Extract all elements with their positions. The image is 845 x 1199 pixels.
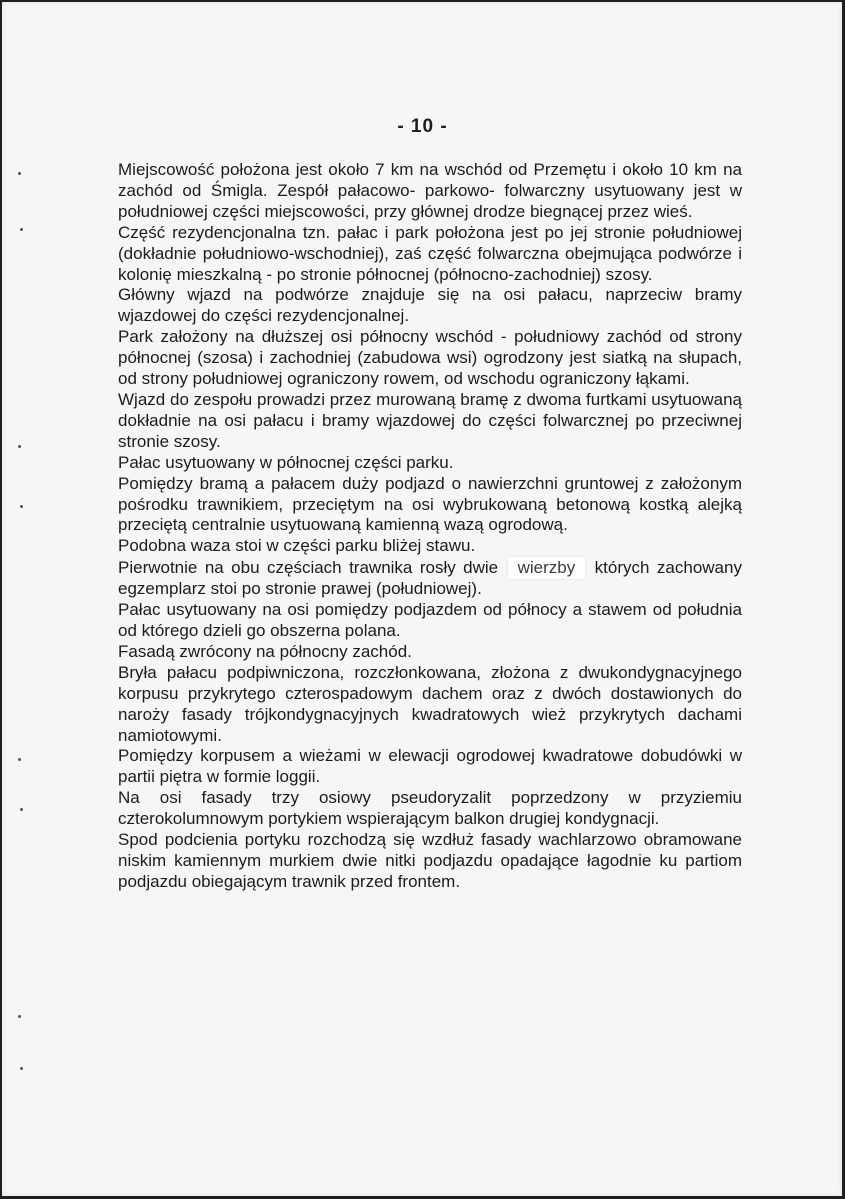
paragraph: Podobna waza stoi w części parku bliżej stawu.	[118, 536, 476, 556]
margin-mark	[20, 228, 23, 231]
paragraph: Pomiędzy korpusem a wieżami w elewacji ogrodowej kwadratowe dobudówki w partii piętra w formie loggii.	[118, 746, 742, 787]
margin-mark	[20, 808, 23, 811]
paragraph: Miejscowość położona jest około 7 km na wschód od Przemętu i około 10 km na zachód od Śmigla. Zespół pałacowo- parkowo- folwarczny usytuowany jest w południowej części miejscowości, przy głównej drodze biegnącej przez wieś.	[118, 160, 742, 221]
paragraph: Pałac usytuowany na osi pomiędzy podjazdem od północy a stawem od południa od którego dzieli go obszerna polana.	[118, 600, 742, 641]
paragraph-text: Pierwotnie na obu częściach trawnika rosły dwie	[118, 558, 499, 578]
highlighted-word: wierzby	[508, 557, 586, 579]
paragraph	[118, 557, 742, 600]
paragraph: Fasadą zwrócony na północny zachód.	[118, 641, 412, 661]
paragraph: Na osi fasady trzy osiowy pseudoryzalit poprzedzony w przyziemiu czterokolumnowym portykiem wspierającym balkon drugiej kondygnacji.	[118, 788, 742, 829]
paragraph: Część rezydencjonalna tzn. pałac i park położona jest po jej stronie południowej (dokładnie południowo-wschodniej), zaś część folwarczna obejmująca podwórze i kolonię mieszkalną - po stronie północnej (północno-zachodniej) szosy.	[118, 222, 742, 284]
paragraph: Pałac usytuowany w północnej części parku.	[118, 452, 454, 472]
paragraph: Spod podcienia portyku rozchodzą się wzdłuż fasady wachlarzowo obramowane niskim kamiennym murkiem dwie nitki podjazdu opadające łagodnie ku partiom podjazdu obiegającym trawnik przed frontem.	[118, 830, 742, 891]
paragraph: Główny wjazd na podwórze znajduje się na osi pałacu, naprzeciw bramy wjazdowej do części rezydencjonalnej.	[118, 285, 742, 326]
margin-mark	[20, 1067, 23, 1070]
margin-mark	[18, 172, 21, 175]
margin-mark	[18, 445, 21, 448]
document-body	[118, 160, 742, 893]
paragraph: Park założony na dłuższej osi północny wschód - południowy zachód od strony północnej (szosa) i zachodniej (zabudowa wsi) ogrodzony jest siatką na słupach, od strony południowej ograniczony rowem, od wschodu ograniczony łąkami.	[118, 327, 742, 389]
paragraph: Bryła pałacu podpiwniczona, rozczłonkowana, złożona z dwukondygnacyjnego korpusu przykrytego czterospadowym dachem oraz z dwóch dostawionych do naroży fasady trójkondygnacyjnych kwadratowych wież przykrytych dachami namiotowymi.	[118, 662, 742, 745]
margin-mark	[20, 505, 23, 508]
paragraph: Wjazd do zespołu prowadzi przez murowaną bramę z dwoma furtkami usytuowaną dokładnie na osi pałacu i bramy wjazdowej do części folwarcznej po przeciwnej stronie szosy.	[118, 389, 742, 451]
paragraph: Pomiędzy bramą a pałacem duży podjazd o nawierzchni gruntowej z założonym pośrodku trawnikiem, przeciętym na osi wybrukowaną betonową kostką alejką przeciętą centralnie usytuowaną kamienną wazą ogrodową.	[118, 473, 742, 535]
margin-mark	[18, 1015, 21, 1018]
page-number: - 10 -	[397, 116, 448, 137]
margin-mark	[18, 758, 21, 761]
paragraph-text: których zachowany egzemplarz stoi po stronie prawej (południowej).	[118, 558, 742, 599]
